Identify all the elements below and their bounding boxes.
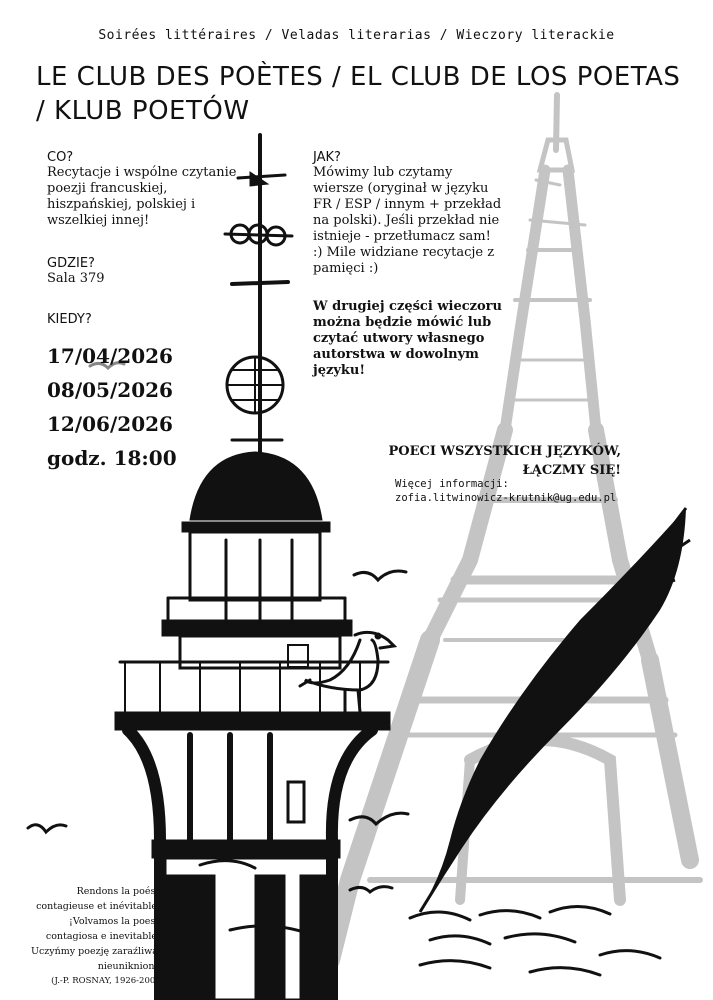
event-date: 17/04/2026 <box>47 344 173 368</box>
section-where-label: GDZIE? <box>47 256 95 271</box>
section-how-label: JAK? <box>313 150 341 165</box>
section-what-text: Recytacje i wspólne czytanie poezji francuskiej, hiszpańskiej, polskiej i wszelkiej innej! <box>47 165 237 228</box>
quote-french: Rendons la poésie contagieuse et inévitable!/ <box>36 886 164 912</box>
contact-email[interactable]: zofia.litwinowicz-krutnik@ug.edu.pl <box>395 492 617 504</box>
more-info-label: Więcej informacji: <box>395 478 509 490</box>
section-when <box>47 312 247 475</box>
section-how-text: Mówimy lub czytamy wiersze (oryginał w języku FR / ESP / innym + przekład na polski). Jeśli przekład nie istnieje - przetłumacz sam! :) Mile widziane recytacje z pamięci :) <box>313 165 502 276</box>
section-what-label: CO? <box>47 150 74 165</box>
event-date: 12/06/2026 <box>47 412 173 436</box>
tagline: Soirées littéraires / Veladas literarias / Wieczory literackie <box>98 28 615 43</box>
section-where-text: Sala 379 <box>47 271 105 286</box>
slogan-line-2: ŁĄCZMY SIĘ! <box>522 463 621 478</box>
second-part-note: W drugiej części wieczoru można będzie mówić lub czytać utwory własnego autorstwa w dowolnym języku! <box>313 299 502 378</box>
page-title: LE CLUB DES POÈTES / EL CLUB DE LOS POETAS / KLUB POETÓW <box>36 62 681 126</box>
seagull-illustration <box>300 632 394 712</box>
slogan-line-1: POECI WSZYSTKICH JĘZYKÓW, <box>388 444 621 459</box>
section-when-label: KIEDY? <box>47 312 92 327</box>
slogan <box>321 442 621 480</box>
quote-author: (J.-P. ROSNAY, 1926-2009) <box>51 976 164 986</box>
section-where <box>47 256 247 287</box>
more-info <box>395 477 635 505</box>
event-date: 08/05/2026 <box>47 378 173 402</box>
event-time: godz. 18:00 <box>47 446 177 470</box>
quote-polish: Uczyńmy poezję zaraźliwą i nieuniknioną! <box>30 946 164 972</box>
section-what <box>47 150 247 229</box>
quote-spanish: ¡Volvamos la poesía contagiosa e inevitable!/ <box>45 916 164 942</box>
section-how <box>313 150 503 277</box>
event-dates <box>47 339 247 475</box>
poetry-quote <box>22 884 164 989</box>
